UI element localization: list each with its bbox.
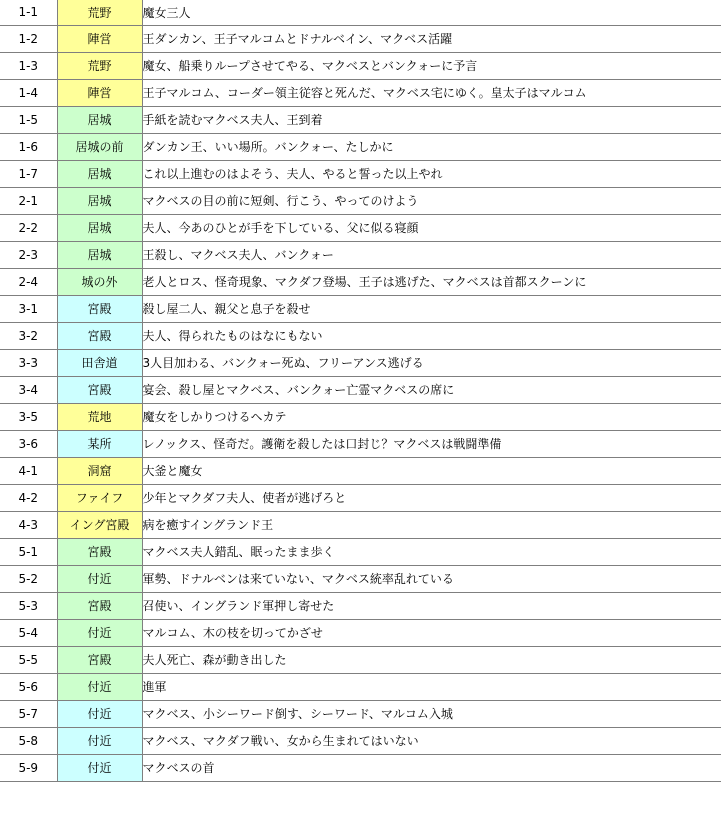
location-cell[interactable]: 宮殿 — [57, 376, 142, 403]
location-cell[interactable]: 居城 — [57, 214, 142, 241]
summary-cell[interactable]: 王子マルコム、コーダー領主従容と死んだ、マクベス宅にゆく。皇太子はマルコム — [142, 79, 721, 106]
summary-cell[interactable]: 殺し屋二人、親父と息子を殺せ — [142, 295, 721, 322]
table-row — [0, 241, 721, 268]
scene-number-cell[interactable]: 3-5 — [0, 403, 57, 430]
summary-cell[interactable]: 宴会、殺し屋とマクベス、バンクォー亡霊マクベスの席に — [142, 376, 721, 403]
location-cell[interactable]: 荒野 — [57, 52, 142, 79]
table-row — [0, 187, 721, 214]
table-row — [0, 430, 721, 457]
scene-number-cell[interactable]: 3-6 — [0, 430, 57, 457]
scene-number-cell[interactable]: 1-5 — [0, 106, 57, 133]
table-row — [0, 457, 721, 484]
table-row — [0, 646, 721, 673]
table-row — [0, 673, 721, 700]
scene-number-cell[interactable]: 5-9 — [0, 754, 57, 781]
scene-number-cell[interactable]: 3-1 — [0, 295, 57, 322]
scene-number-cell[interactable]: 2-2 — [0, 214, 57, 241]
summary-cell[interactable]: レノックス、怪奇だ。護衛を殺したは口封じ？マクベスは戦闘準備 — [142, 430, 721, 457]
table-row — [0, 592, 721, 619]
summary-cell[interactable]: 大釜と魔女 — [142, 457, 721, 484]
location-cell[interactable]: 荒地 — [57, 403, 142, 430]
location-cell[interactable]: 洞窟 — [57, 457, 142, 484]
summary-cell[interactable]: マクベス、マクダフ戦い、女から生まれてはいない — [142, 727, 721, 754]
table-row — [0, 484, 721, 511]
summary-cell[interactable]: 召使い、イングランド軍押し寄せた — [142, 592, 721, 619]
summary-cell[interactable]: 病を癒すイングランド王 — [142, 511, 721, 538]
location-cell[interactable]: 居城 — [57, 106, 142, 133]
summary-cell[interactable]: マルコム、木の枝を切ってかざせ — [142, 619, 721, 646]
summary-cell[interactable]: マクベス、小シーワード倒す、シーワード、マルコム入城 — [142, 700, 721, 727]
location-cell[interactable]: 付近 — [57, 619, 142, 646]
location-cell[interactable]: 付近 — [57, 565, 142, 592]
scene-number-cell[interactable]: 4-3 — [0, 511, 57, 538]
location-cell[interactable]: 田舎道 — [57, 349, 142, 376]
scene-number-cell[interactable]: 1-4 — [0, 79, 57, 106]
table-row — [0, 322, 721, 349]
summary-cell[interactable]: マクベス夫人錯乱、眠ったまま歩く — [142, 538, 721, 565]
table-row — [0, 619, 721, 646]
scene-number-cell[interactable]: 5-1 — [0, 538, 57, 565]
location-cell[interactable]: 付近 — [57, 673, 142, 700]
location-cell[interactable]: ファイフ — [57, 484, 142, 511]
table-row — [0, 349, 721, 376]
location-cell[interactable]: 居城 — [57, 187, 142, 214]
table-row — [0, 754, 721, 781]
summary-cell[interactable]: 老人とロス、怪奇現象、マクダフ登場、王子は逃げた、マクベスは首都スクーンに — [142, 268, 721, 295]
summary-cell[interactable]: 少年とマクダフ夫人、使者が逃げろと — [142, 484, 721, 511]
scene-number-cell[interactable]: 5-3 — [0, 592, 57, 619]
location-cell[interactable]: 荒野 — [57, 0, 142, 25]
table-row — [0, 376, 721, 403]
scene-number-cell[interactable]: 4-2 — [0, 484, 57, 511]
table-row — [0, 52, 721, 79]
table-row — [0, 565, 721, 592]
summary-cell[interactable]: ダンカン王、いい場所。バンクォー、たしかに — [142, 133, 721, 160]
scene-number-cell[interactable]: 5-8 — [0, 727, 57, 754]
scene-number-cell[interactable]: 3-4 — [0, 376, 57, 403]
location-cell[interactable]: 付近 — [57, 700, 142, 727]
scene-number-cell[interactable]: 3-3 — [0, 349, 57, 376]
location-cell[interactable]: 宮殿 — [57, 538, 142, 565]
location-cell[interactable]: 宮殿 — [57, 646, 142, 673]
summary-cell[interactable]: 魔女をしかりつけるヘカテ — [142, 403, 721, 430]
summary-cell[interactable]: マクベスの目の前に短剣、行こう、やってのけよう — [142, 187, 721, 214]
location-cell[interactable]: 付近 — [57, 754, 142, 781]
scene-number-cell[interactable]: 4-1 — [0, 457, 57, 484]
location-cell[interactable]: 陣営 — [57, 79, 142, 106]
scene-number-cell[interactable]: 2-3 — [0, 241, 57, 268]
scene-number-cell[interactable]: 5-4 — [0, 619, 57, 646]
scene-number-cell[interactable]: 3-2 — [0, 322, 57, 349]
location-cell[interactable]: 宮殿 — [57, 295, 142, 322]
table-row — [0, 214, 721, 241]
summary-cell[interactable]: 王殺し、マクベス夫人、バンクォー — [142, 241, 721, 268]
scene-number-cell[interactable]: 5-5 — [0, 646, 57, 673]
location-cell[interactable]: 居城 — [57, 160, 142, 187]
table-row — [0, 727, 721, 754]
table-row — [0, 0, 721, 25]
scene-number-cell[interactable]: 1-3 — [0, 52, 57, 79]
summary-cell[interactable]: 3人目加わる、バンクォー死ぬ、フリーアンス逃げる — [142, 349, 721, 376]
location-cell[interactable]: 城の外 — [57, 268, 142, 295]
scene-number-cell[interactable]: 1-2 — [0, 25, 57, 52]
scene-number-cell[interactable]: 1-6 — [0, 133, 57, 160]
scene-number-cell[interactable]: 2-1 — [0, 187, 57, 214]
summary-cell[interactable]: 手紙を読むマクベス夫人、王到着 — [142, 106, 721, 133]
table-row — [0, 160, 721, 187]
table-row — [0, 295, 721, 322]
summary-cell[interactable]: 進軍 — [142, 673, 721, 700]
table-row — [0, 106, 721, 133]
location-cell[interactable]: 宮殿 — [57, 322, 142, 349]
scene-number-cell[interactable]: 5-6 — [0, 673, 57, 700]
table-row — [0, 268, 721, 295]
summary-cell[interactable]: 王ダンカン、王子マルコムとドナルベイン、マクベス活躍 — [142, 25, 721, 52]
summary-cell[interactable]: 夫人、得られたものはなにもない — [142, 322, 721, 349]
location-cell[interactable]: 陣営 — [57, 25, 142, 52]
location-cell[interactable]: 宮殿 — [57, 592, 142, 619]
location-cell[interactable]: 居城 — [57, 241, 142, 268]
summary-cell[interactable]: 魔女、船乗りループさせてやる、マクベスとバンクォーに予言 — [142, 52, 721, 79]
location-cell[interactable]: 居城の前 — [57, 133, 142, 160]
scene-number-cell[interactable]: 2-4 — [0, 268, 57, 295]
scene-number-cell[interactable]: 5-2 — [0, 565, 57, 592]
table-row — [0, 511, 721, 538]
summary-cell[interactable]: マクベスの首 — [142, 754, 721, 781]
scene-number-cell[interactable]: 5-7 — [0, 700, 57, 727]
summary-cell[interactable]: 軍勢、ドナルベンは来ていない、マクベス統率乱れている — [142, 565, 721, 592]
table-row — [0, 79, 721, 106]
table-row — [0, 133, 721, 160]
table-row — [0, 25, 721, 52]
summary-cell[interactable]: 夫人死亡、森が動き出した — [142, 646, 721, 673]
summary-cell[interactable]: 魔女三人 — [142, 0, 721, 25]
location-cell[interactable]: イング宮殿 — [57, 511, 142, 538]
scene-number-cell[interactable]: 1-1 — [0, 0, 57, 25]
table-row — [0, 538, 721, 565]
scene-number-cell[interactable]: 1-7 — [0, 160, 57, 187]
location-cell[interactable]: 某所 — [57, 430, 142, 457]
table-row — [0, 403, 721, 430]
location-cell[interactable]: 付近 — [57, 727, 142, 754]
table-row — [0, 700, 721, 727]
summary-cell[interactable]: これ以上進むのはよそう、夫人、やると誓った以上やれ — [142, 160, 721, 187]
summary-cell[interactable]: 夫人、今あのひとが手を下している、父に似る寝顔 — [142, 214, 721, 241]
